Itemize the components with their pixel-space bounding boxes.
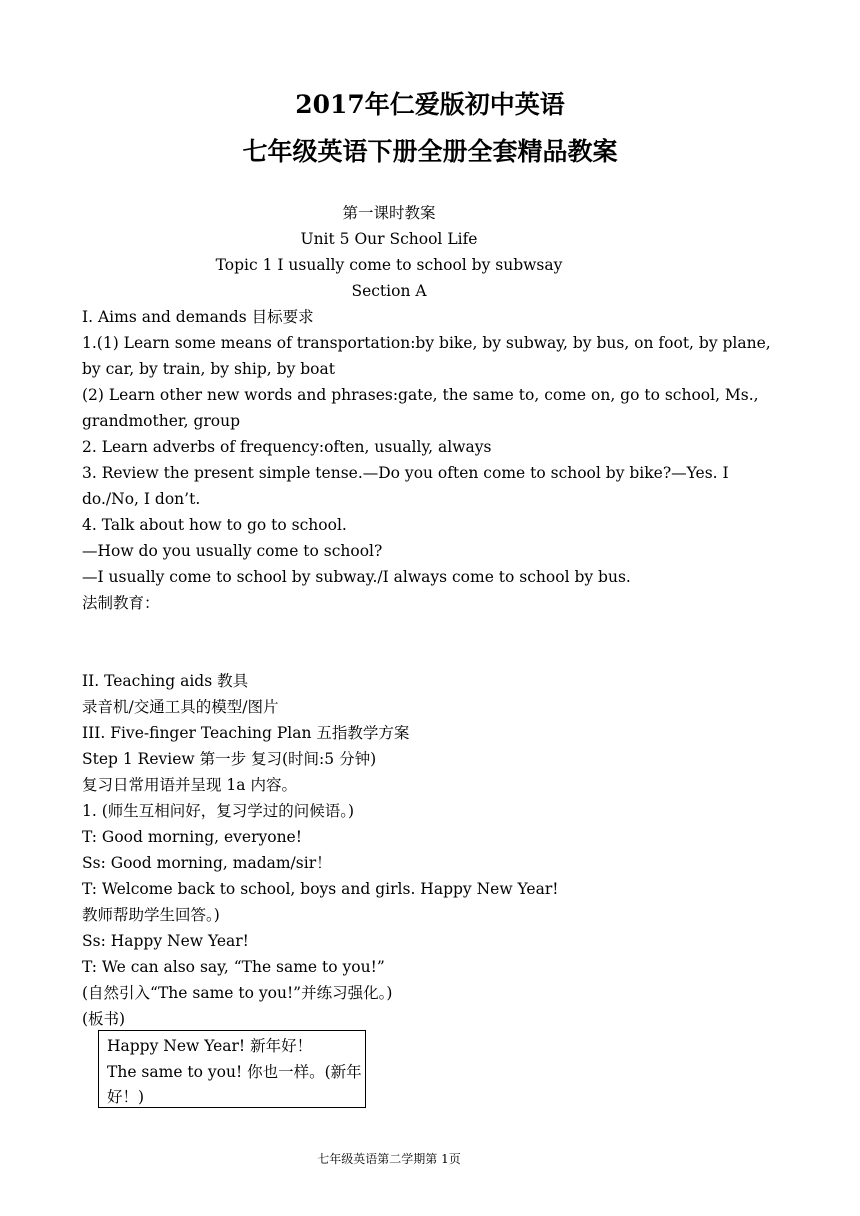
aim-4: 4. Talk about how to go to school. [82, 516, 347, 534]
blackboard-label: (板书) [82, 1010, 126, 1028]
blackboard-line-2: The same to you! 你也一样。(新年 [107, 1063, 362, 1081]
aim-3-line-2: do./No, I don’t. [82, 490, 201, 508]
lesson-unit: Unit 5 Our School Life [300, 230, 478, 248]
teacher-note: 教师帮助学生回答。) [82, 906, 220, 924]
step-1-description: 复习日常用语并呈现 1a 内容。 [82, 776, 297, 794]
lesson-topic: Topic 1 I usually come to school by subwsay [215, 256, 563, 274]
blackboard-box [98, 1030, 366, 1108]
aim-1b-line-1: (2) Learn other new words and phrases:gate, the same to, come on, go to school, Ms., [82, 386, 759, 404]
aims-heading: I. Aims and demands 目标要求 [82, 308, 314, 326]
blackboard-line-3: 好！) [107, 1088, 145, 1106]
lesson-section: Section A [351, 282, 427, 300]
document-title: 2017年仁爱版初中英语 [295, 90, 565, 119]
page-footer: 七年级英语第二学期第 1页 [317, 1152, 461, 1166]
lesson-period: 第一课时教案 [342, 204, 436, 222]
dialogue-students-1: Ss: Good morning, madam/sir！ [82, 854, 332, 872]
aim-3-line-1: 3. Review the present simple tense.—Do you often come to school by bike?—Yes. I [82, 464, 729, 482]
aim-4-answer: —I usually come to school by subway./I always come to school by bus. [82, 568, 631, 586]
blackboard-line-1: Happy New Year! 新年好！ [107, 1037, 313, 1055]
dialogue-teacher-2: T: Welcome back to school, boys and girls. Happy New Year! [82, 880, 559, 898]
teaching-plan-heading: III. Five-finger Teaching Plan 五指教学方案 [82, 724, 410, 742]
aim-1-line-2: by car, by train, by ship, by boat [82, 360, 335, 378]
intro-note: (自然引入“The same to you!”并练习强化。) [82, 984, 393, 1002]
dialogue-students-2: Ss: Happy New Year! [82, 932, 249, 950]
document-subtitle: 七年级英语下册全册全套精品教案 [242, 137, 618, 166]
aim-2: 2. Learn adverbs of frequency:often, usually, always [82, 438, 492, 456]
aim-1-line-1: 1.(1) Learn some means of transportation:by bike, by subway, by bus, on foot, by plane, [82, 334, 771, 352]
teaching-aids-heading: II. Teaching aids 教具 [82, 672, 249, 690]
legal-education-label: 法制教育： [82, 594, 160, 612]
dialogue-teacher-1: T: Good morning, everyone! [82, 828, 302, 846]
aim-1b-line-2: grandmother, group [82, 412, 241, 430]
dialogue-teacher-3: T: We can also say, “The same to you!” [82, 958, 385, 976]
step-1-heading: Step 1 Review 第一步 复习(时间:5 分钟) [82, 750, 377, 768]
teaching-aids-items: 录音机/交通工具的模型/图片 [82, 698, 279, 716]
aim-4-question: —How do you usually come to school? [82, 542, 383, 560]
step-1-item-1: 1. (师生互相问好，复习学过的问候语。) [82, 802, 355, 820]
